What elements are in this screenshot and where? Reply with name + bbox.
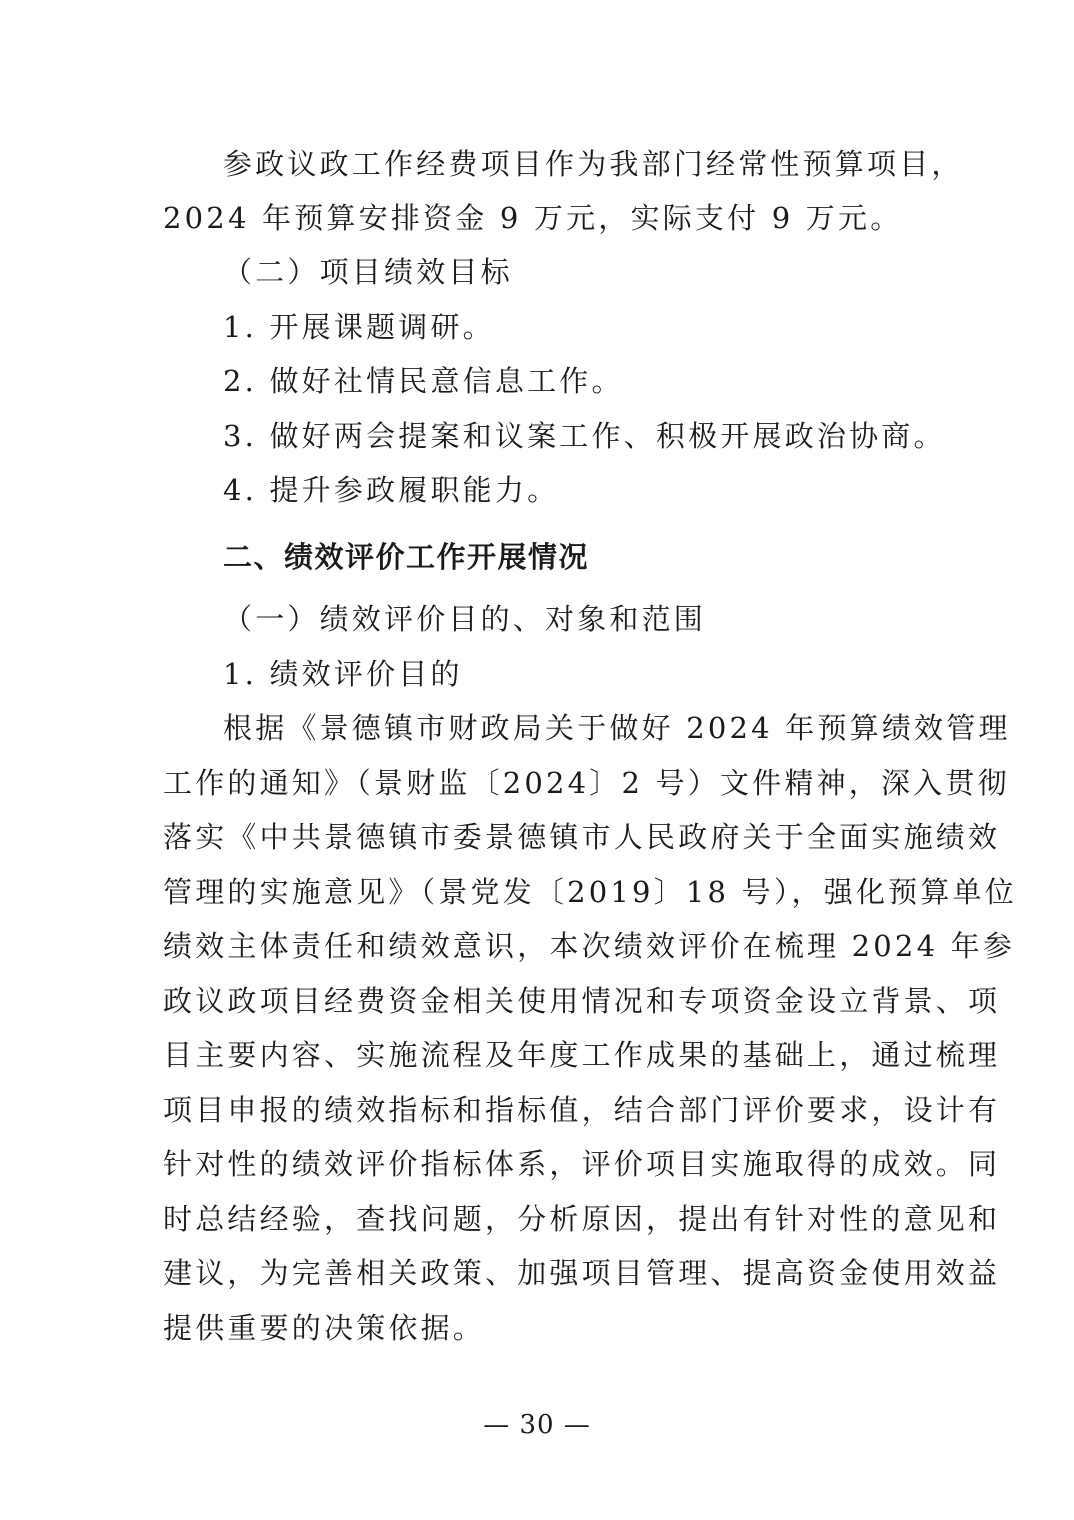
paragraph-purpose-line: 政议政项目经费资金相关使用情况和专项资金设立背景、项 xyxy=(163,984,1001,1018)
paragraph-funding-line-1: 参政议政工作经费项目作为我部门经常性预算项目， xyxy=(223,147,964,181)
goal-item-3: 3. 做好两会提案和议案工作、积极开展政治协商。 xyxy=(223,419,946,453)
subsection-title: （一）绩效评价目的、对象和范围 xyxy=(223,602,707,636)
item-title-purpose: 1. 绩效评价目的 xyxy=(223,657,463,691)
paragraph-purpose-line: 提供重要的决策依据。 xyxy=(163,1311,486,1345)
paragraph-purpose-line: 管理的实施意见》（景党发〔2019〕18 号），强化预算单位 xyxy=(163,875,1017,909)
paragraph-funding-line-2: 2024 年预算安排资金 9 万元，实际支付 9 万元。 xyxy=(163,201,903,235)
goal-item-4: 4. 提升参政履职能力。 xyxy=(223,473,560,507)
goal-item-1: 1. 开展课题调研。 xyxy=(223,310,495,344)
paragraph-purpose-line: 目主要内容、实施流程及年度工作成果的基础上，通过梳理 xyxy=(163,1038,1001,1072)
page-number: — 30 — xyxy=(483,1410,591,1440)
chapter-heading: 二、绩效评价工作开展情况 xyxy=(223,540,590,574)
paragraph-purpose-line: 工作的通知》（景财监〔2024〕2 号）文件精神，深入贯彻 xyxy=(163,766,1010,800)
paragraph-purpose-line: 时总结经验，查找问题，分析原因，提出有针对性的意见和 xyxy=(163,1202,1001,1236)
paragraph-purpose-line: 根据《景德镇市财政局关于做好 2024 年预算绩效管理 xyxy=(223,711,1011,745)
paragraph-purpose-line: 针对性的绩效评价指标体系，评价项目实施取得的成效。同 xyxy=(163,1147,1001,1181)
paragraph-purpose-line: 绩效主体责任和绩效意识，本次绩效评价在梳理 2024 年参 xyxy=(163,929,1016,963)
section-title-performance-goals: （二）项目绩效目标 xyxy=(223,255,513,289)
goal-item-2: 2. 做好社情民意信息工作。 xyxy=(223,364,624,398)
paragraph-purpose-line: 落实《中共景德镇市委景德镇市人民政府关于全面实施绩效 xyxy=(163,820,1001,854)
paragraph-purpose-line: 项目申报的绩效指标和指标值，结合部门评价要求，设计有 xyxy=(163,1093,1001,1127)
paragraph-purpose-line: 建议，为完善相关政策、加强项目管理、提高资金使用效益 xyxy=(163,1256,1001,1290)
